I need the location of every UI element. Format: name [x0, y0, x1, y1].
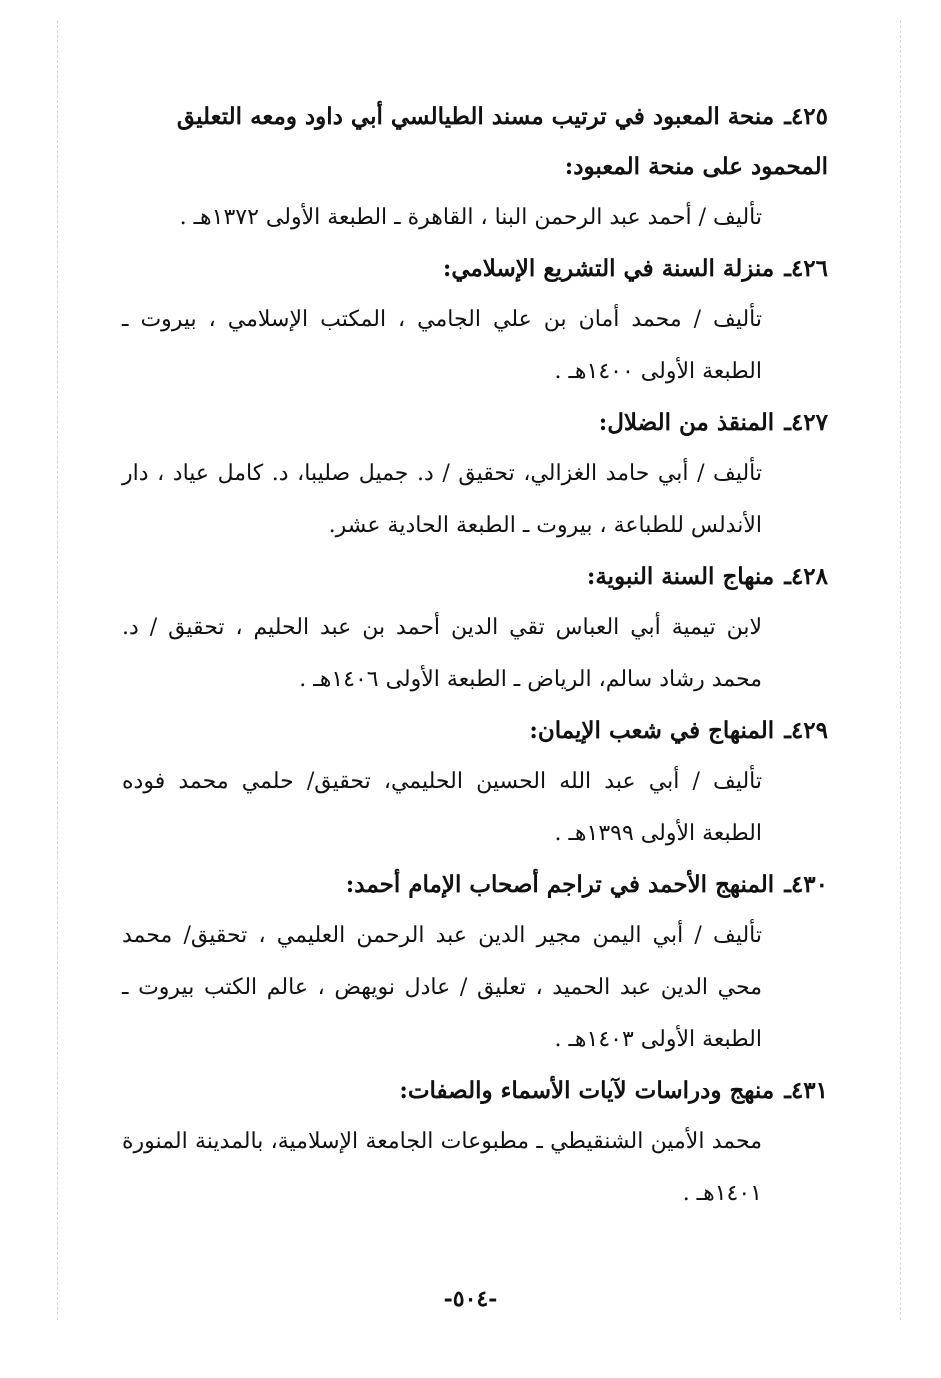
bibliography-entry [122, 860, 828, 1066]
entry-number: ٤٣٠ـ [784, 871, 828, 898]
bibliography-list [122, 92, 828, 1220]
entry-number: ٤٢٩ـ [784, 717, 828, 744]
entry-title: المنهاج في شعب الإيمان: [529, 717, 775, 744]
entry-number: ٤٢٨ـ [784, 563, 828, 590]
entry-title: المنهج الأحمد في تراجم أصحاب الإمام أحمد: [345, 871, 775, 898]
entry-heading [122, 398, 828, 448]
bibliography-entry [122, 706, 828, 860]
entry-details: تأليف / أبي عبد الله الحسين الحليمي، تحقيق/ حلمي محمد فوده الطبعة الأولى ١٣٩٩هـ . [122, 769, 762, 846]
entry-heading [122, 706, 828, 756]
bibliography-entry [122, 398, 828, 552]
entry-details: تأليف / أبي حامد الغزالي، تحقيق / د. جميل صليبا، د. كامل عياد ، دار الأندلس للطباعة ، بيروت ـ الطبعة الحادية عشر. [122, 461, 762, 538]
entry-details: محمد الأمين الشنقيطي ـ مطبوعات الجامعة الإسلامية، بالمدينة المنورة ١٤٠١هـ . [122, 1129, 762, 1206]
entry-title: منزلة السنة في التشريع الإسلامي: [442, 255, 775, 282]
page-fold-line-right [900, 20, 901, 1320]
page-fold-line-left [57, 20, 58, 1320]
bibliography-entry [122, 244, 828, 398]
entry-heading [122, 552, 828, 602]
entry-heading [122, 92, 828, 192]
entry-heading [122, 1066, 828, 1116]
entry-number: ٤٢٥ـ [784, 103, 828, 130]
entry-title: منهاج السنة النبوية: [586, 563, 775, 590]
entry-title: منهج ودراسات لآيات الأسماء والصفات: [399, 1077, 775, 1104]
bibliography-entry [122, 92, 828, 244]
bibliography-entry [122, 1066, 828, 1220]
entry-number: ٤٢٧ـ [784, 409, 828, 436]
entry-heading [122, 860, 828, 910]
page-number: -٥٠٤- [443, 1286, 498, 1312]
entry-title: المنقذ من الضلال: [598, 409, 775, 436]
entry-details: تأليف / أحمد عبد الرحمن البنا ، القاهرة ـ الطبعة الأولى ١٣٧٢هـ . [179, 205, 762, 230]
entry-details: تأليف / أبي اليمن مجير الدين عبد الرحمن العليمي ، تحقيق/ محمد محي الدين عبد الحميد ، تعليق / عادل نويهض ، عالم الكتب بيروت ـ الطبعة الأولى ١٤٠٣هـ . [122, 923, 762, 1052]
entry-details: تأليف / محمد أمان بن علي الجامي ، المكتب الإسلامي ، بيروت ـ الطبعة الأولى ١٤٠٠هـ . [122, 307, 762, 384]
entry-number: ٤٣١ـ [784, 1077, 828, 1104]
entry-heading [122, 244, 828, 294]
bibliography-entry [122, 552, 828, 706]
entry-number: ٤٢٦ـ [784, 255, 828, 282]
entry-details: لابن تيمية أبي العباس تقي الدين أحمد بن عبد الحليم ، تحقيق / د. محمد رشاد سالم، الرياض ـ الطبعة الأولى ١٤٠٦هـ . [122, 615, 762, 692]
entry-title: منحة المعبود في ترتيب مسند الطيالسي أبي داود ومعه التعليق المحمود على منحة المعبود: [176, 103, 828, 180]
